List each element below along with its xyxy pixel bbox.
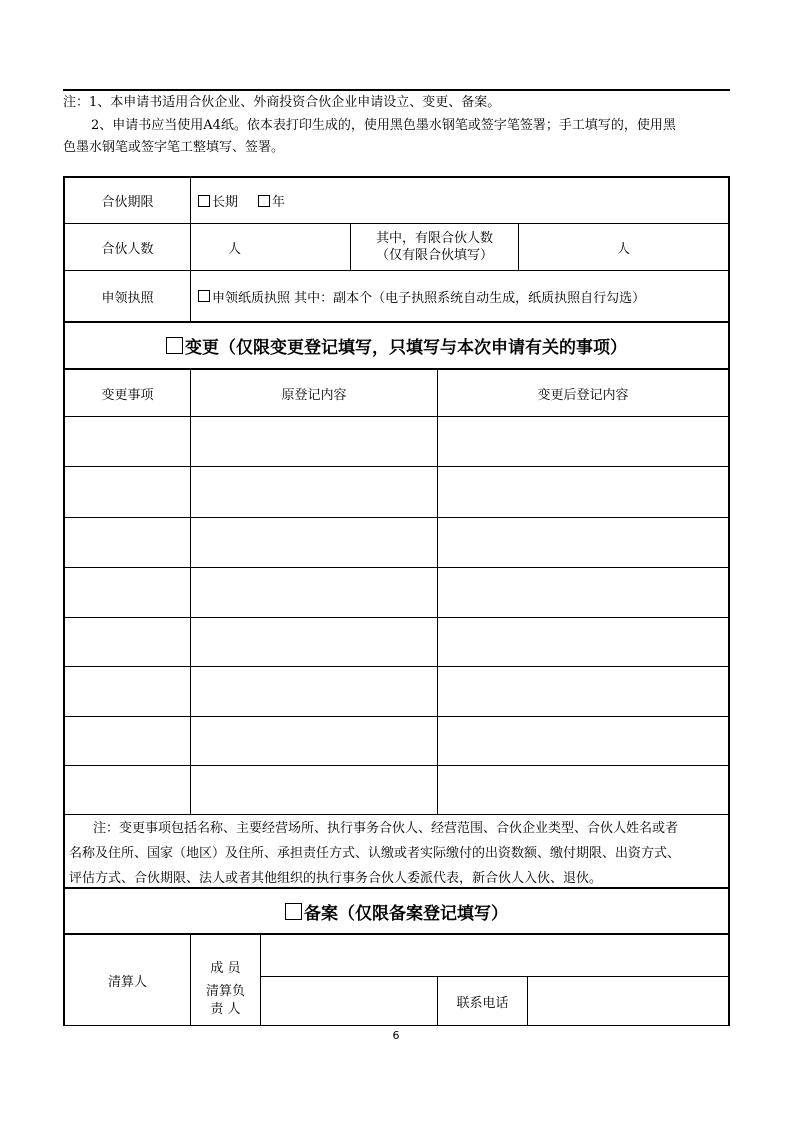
- members-field[interactable]: [261, 935, 728, 976]
- page-number: 6: [392, 1029, 400, 1042]
- row-divider: [63, 814, 730, 815]
- col-header-original: 原登记内容: [281, 387, 347, 403]
- term-years-label: 年: [272, 195, 286, 210]
- note-line-2a: 2、申请书应当使用A4纸。依本表打印生成的，使用黑色墨水钢笔或签字笔签署；手工填写的，使用黑: [91, 118, 676, 133]
- liquidator-label: 清算人: [107, 974, 147, 990]
- partners-label: 合伙人数: [101, 241, 154, 257]
- note-line-1: 注：1、本申请书适用合伙企业、外商投资合伙企业申请设立、变更、备案。: [63, 95, 501, 110]
- phone-label: 联系电话: [456, 995, 509, 1011]
- change-checkbox[interactable]: [166, 337, 183, 354]
- col-header-after: 变更后登记内容: [537, 387, 629, 403]
- application-form-table: [63, 176, 730, 1026]
- liquidation-head-field[interactable]: [261, 977, 437, 1025]
- note-line-2: [63, 115, 730, 159]
- change-footnote: [69, 816, 725, 891]
- term-long-label: 长期: [212, 195, 239, 210]
- liquidation-head-label-2: 责 人: [210, 1002, 241, 1017]
- top-rule: [63, 89, 730, 91]
- liquidation-head-label: [191, 977, 260, 1025]
- license-options: [198, 271, 726, 321]
- change-footnote-line-1: 注：变更事项包括名称、主要经营场所、执行事务合伙人、经营范围、合伙企业类型、合伙人姓名或者: [93, 821, 679, 836]
- license-text: 申领纸质执照 其中：副本个（电子执照系统自动生成，纸质执照自行勾选）: [212, 290, 646, 306]
- col-divider: [190, 176, 191, 322]
- change-rows-area[interactable]: [65, 417, 728, 814]
- term-years-checkbox[interactable]: [258, 195, 270, 207]
- phone-field[interactable]: [528, 977, 728, 1025]
- table-border-right: [728, 176, 730, 1026]
- table-border-bottom: [63, 1025, 730, 1026]
- liquidation-head-label-1: 清算负: [205, 984, 245, 999]
- paper-license-checkbox[interactable]: [198, 290, 210, 302]
- limited-partners-unit: 人: [616, 241, 630, 257]
- change-title-text: 变更（仅限变更登记填写，只填写与本次申请有关的事项）: [185, 338, 627, 358]
- term-options: [198, 178, 718, 223]
- filing-checkbox[interactable]: [285, 903, 302, 920]
- partners-unit: 人: [228, 241, 242, 257]
- change-footnote-line-2: 名称及住所、国家（地区）及住所、承担责任方式、认缴或者实际缴付的出资数额、缴付期限、出资方式、: [69, 846, 681, 861]
- limited-partners-label-2: （仅有限合伙填写）: [375, 248, 493, 263]
- filing-title-text: 备案（仅限备案登记填写）: [304, 903, 508, 924]
- term-long-checkbox[interactable]: [198, 195, 210, 207]
- col-header-change-item: 变更事项: [101, 387, 154, 403]
- note-line-2b: 色墨水钢笔或签字笔工整填写、签署。: [63, 140, 285, 155]
- license-label: 申领执照: [101, 290, 154, 306]
- members-label: 成 员: [210, 961, 241, 976]
- change-footnote-line-3: 评估方式、合伙期限、法人或者其他组织的执行事务合伙人委派代表，新合伙人入伙、退伙。: [69, 871, 603, 886]
- term-label: 合伙期限: [101, 195, 154, 210]
- change-section-title: [65, 323, 728, 368]
- filing-section-title: [65, 889, 728, 933]
- limited-partners-label-1: 其中，有限合伙人数: [375, 231, 493, 246]
- limited-partners-label: [351, 224, 518, 270]
